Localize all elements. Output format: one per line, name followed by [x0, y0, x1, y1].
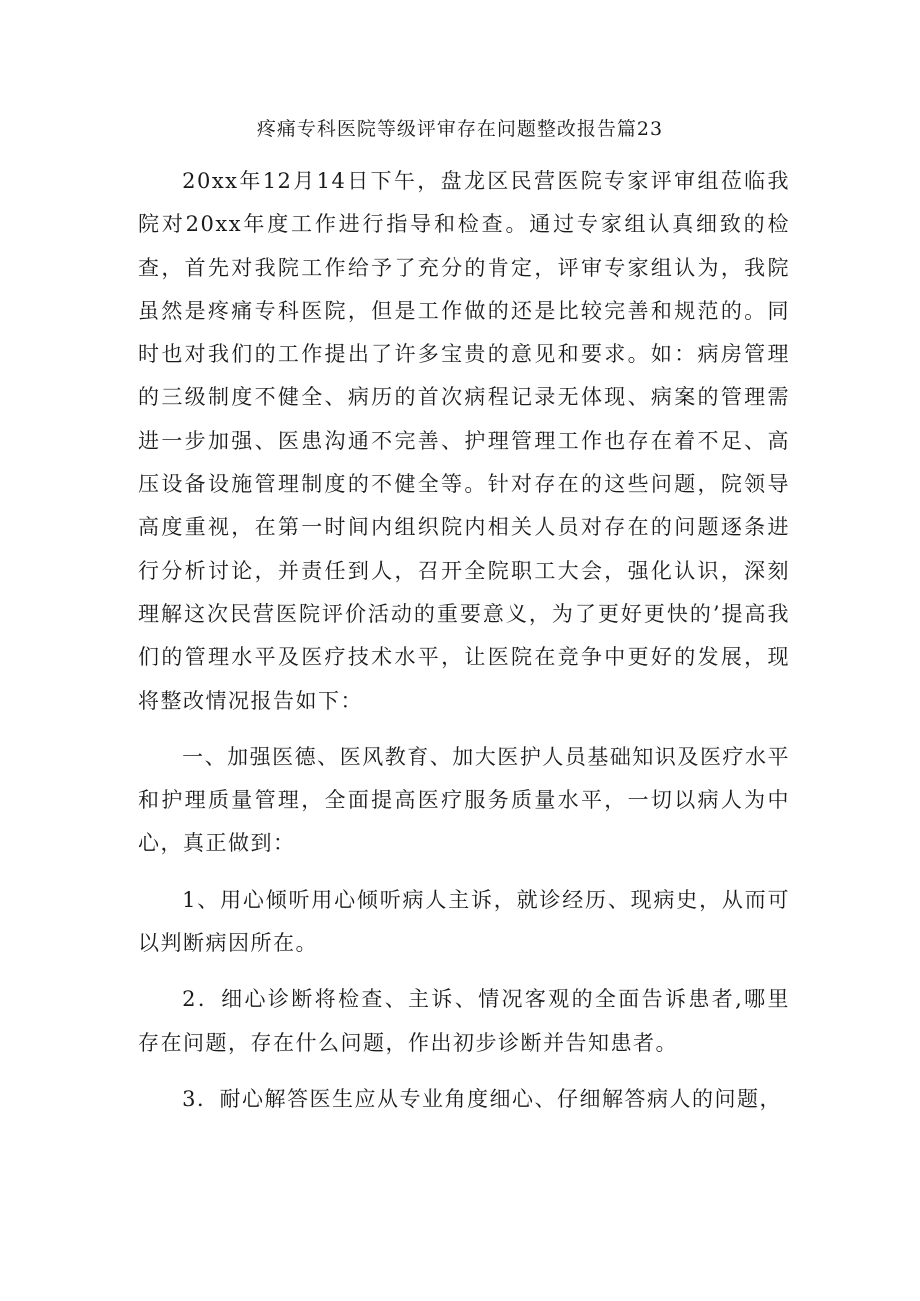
paragraph-section-one: 一、加强医德、医风教育、加大医护人员基础知识及医疗水平和护理质量管理，全面提高医疗服务质量水平，一切以病人为中心，真正做到： [138, 744, 790, 856]
paragraph-item-3: 3．耐心解答医生应从专业角度细心、仔细解答病人的问题， [182, 1086, 782, 1111]
paragraph-item-1: 1、用心倾听用心倾听病人主诉，就诊经历、现病史，从而可以判断病因所在。 [138, 887, 790, 956]
document-body [138, 160, 790, 1121]
paragraph-item-2: 2．细心诊断将检查、主诉、情况客观的全面告诉患者,哪里存在问题，存在什么问题，作出初步诊断并告知患者。 [138, 987, 790, 1055]
document-title: 疼痛专科医院等级评审存在问题整改报告篇23 [256, 118, 664, 140]
paragraph-intro: 20xx年12月14日下午，盘龙区民营医院专家评审组莅临我院对20xx年度工作进行指导和检查。通过专家组认真细致的检查，首先对我院工作给予了充分的肯定，评审专家组认为，我院虽然是疼痛专科医院，但是工作做的还是比较完善和规范的。同时也对我们的工作提出了许多宝贵的意见和要求。如：病房管理的三级制度不健全、病历的首次病程记录无体现、病案的管理需进一步加强、医患沟通不完善、护理管理工作也存在着不足、高压设备设施管理制度的不健全等。针对存在的这些问题，院领导高度重视，在第一时间内组织院内相关人员对存在的问题逐条进行分析讨论，并责任到人，召开全院职工大会，强化认识，深刻理解这次民营医院评价活动的重要意义，为了更好更快的’提高我们的管理水平及医疗技术水平，让医院在竞争中更好的发展，现将整改情况报告如下： [138, 169, 790, 713]
